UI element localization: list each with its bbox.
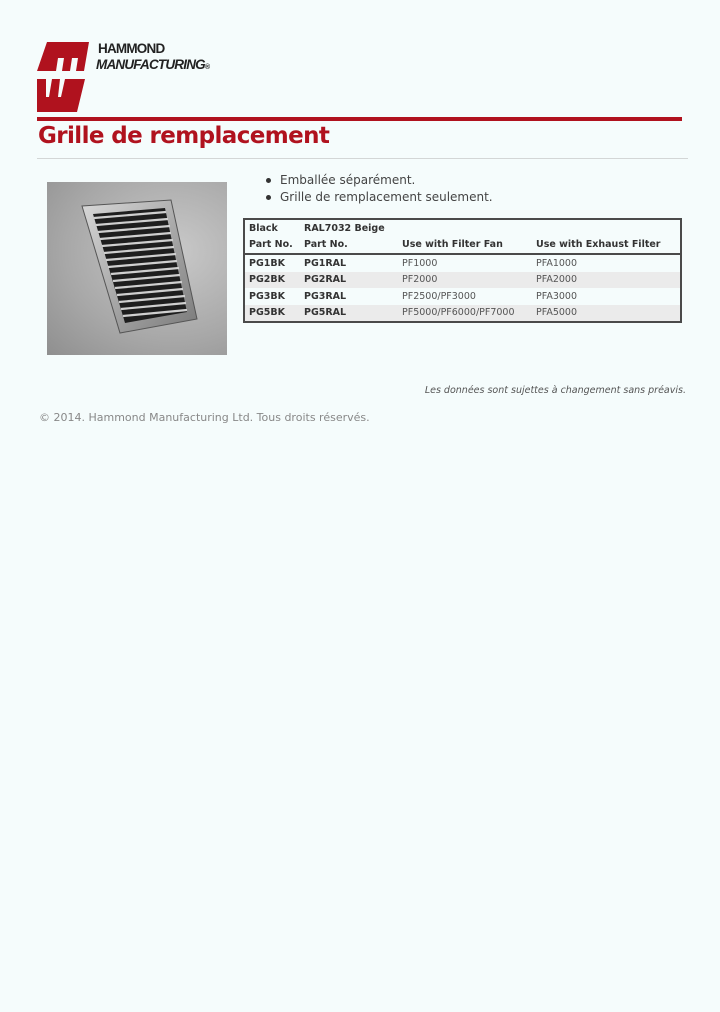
feature-item: Grille de remplacement seulement. <box>262 189 493 206</box>
brand-wordmark <box>96 41 209 76</box>
black-part-no: PG1BK <box>249 257 285 269</box>
filter-fan: PF5000/PF6000/PF7000 <box>398 305 532 323</box>
disclaimer-text: Les données sont sujettes à changement sans préavis. <box>424 385 686 396</box>
group-header-empty <box>398 219 532 237</box>
black-part-no: PG2BK <box>244 272 300 289</box>
table-row <box>244 305 681 323</box>
group-header-black: Black <box>249 222 278 234</box>
exhaust-filter: PFA5000 <box>532 305 681 323</box>
beige-part-no: PG3RAL <box>304 290 347 302</box>
column-header: Part No. <box>300 237 398 255</box>
column-header: Use with Exhaust Filter <box>532 237 681 255</box>
exhaust-filter: PFA3000 <box>536 290 577 302</box>
beige-part-no: PG5RAL <box>300 305 398 323</box>
black-part-no: PG3BK <box>249 290 285 302</box>
table-row <box>244 254 681 272</box>
brand-line-2: MANUFACTURING® <box>96 57 210 72</box>
group-header-row <box>244 219 681 237</box>
product-photo <box>47 182 227 355</box>
column-header: Part No. <box>244 237 300 255</box>
title-divider <box>37 158 688 159</box>
copyright-text: © 2014. Hammond Manufacturing Ltd. Tous droits réservés. <box>39 411 370 424</box>
group-header-beige: RAL7032 Beige <box>304 222 385 234</box>
beige-part-no: PG1RAL <box>304 257 347 269</box>
black-part-no: PG5BK <box>244 305 300 323</box>
filter-fan: PF2000 <box>398 272 532 289</box>
filter-fan: PF1000 <box>402 257 438 269</box>
column-header-row <box>244 237 681 255</box>
feature-item: Emballée séparément. <box>262 172 493 189</box>
table-row <box>244 288 681 305</box>
hammond-logo-icon <box>37 42 89 112</box>
grille-illustration-icon <box>47 182 227 355</box>
parts-table <box>243 218 682 323</box>
exhaust-filter: PFA1000 <box>536 257 577 269</box>
group-header-empty <box>532 219 681 237</box>
feature-list <box>262 172 493 206</box>
brand-line-1: HAMMOND <box>98 41 165 56</box>
beige-part-no: PG2RAL <box>300 272 398 289</box>
table-row <box>244 272 681 289</box>
header-red-rule <box>37 117 682 121</box>
column-header: Use with Filter Fan <box>398 237 532 255</box>
exhaust-filter: PFA2000 <box>532 272 681 289</box>
filter-fan: PF2500/PF3000 <box>402 290 476 302</box>
page-title: Grille de remplacement <box>38 123 330 149</box>
registered-mark: ® <box>204 64 210 71</box>
